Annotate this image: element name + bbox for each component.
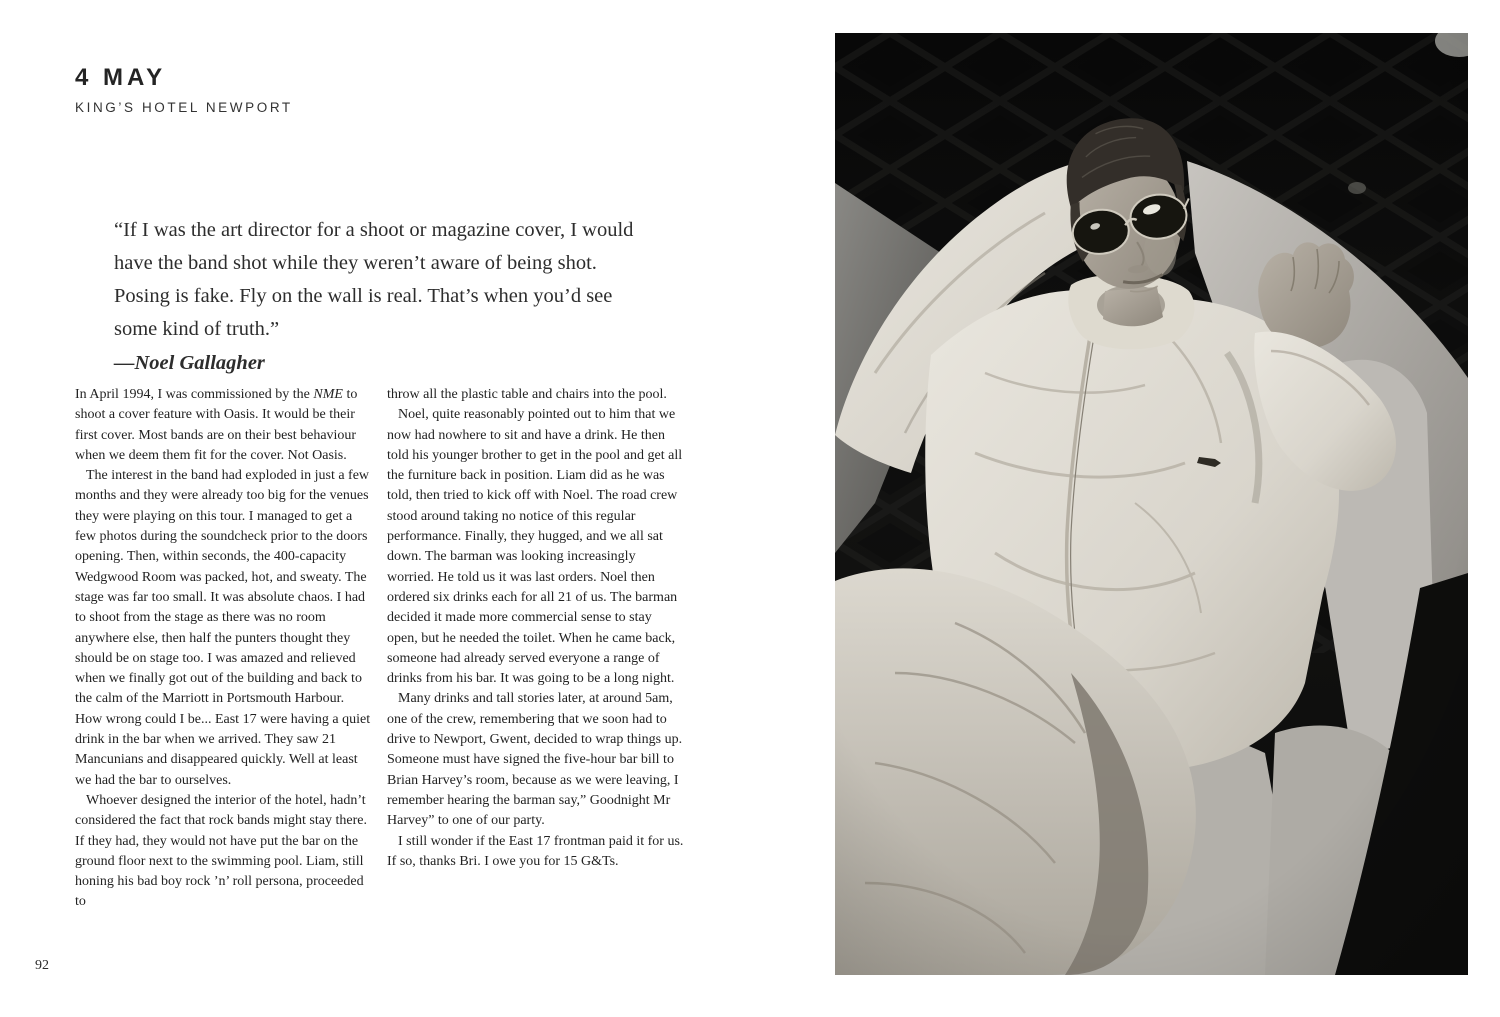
entry-venue: KING’S HOTEL NEWPORT — [75, 100, 293, 115]
body-paragraph: I still wonder if the East 17 frontman paid it for us. If so, thanks Bri. I owe you for 15 G&Ts. — [387, 833, 684, 869]
pull-quote — [114, 214, 642, 375]
body-paragraph: Noel, quite reasonably pointed out to him that we now had nowhere to sit and have a drink. He then told his younger brother to get in the pool and get all the furniture back in position. Liam did as he was told, then tried to kick off with Noel. The road crew stood around taking no notice of this regular performance. Finally, they hugged, and we all sat down. The barman was looking increasingly worried. He told us it was last orders. Noel then ordered six drinks each for all 21 of us. The barman decided it made more commercial sense to stay open, but he needed the toilet. When he came back, someone had already served everyone a range of drinks from his bar. It was going to be a long night. — [387, 407, 683, 687]
entry-header — [75, 66, 293, 115]
article-column-left — [75, 385, 373, 913]
page-number: 92 — [35, 958, 49, 973]
photo-illustration — [835, 33, 1468, 975]
body-paragraph: The interest in the band had exploded in just a few months and they were already too big for the venues they were playing on this tour. I managed to get a few photos during the soundcheck prior to the doors opening. Then, within seconds, the 400-capacity Wedgwood Room was packed, hot, and sweaty. The stage was far too small. It was absolute chaos. I had to shoot from the stage as there was no room anywhere else, then half the punters thought they should be on stage too. I was amazed and relieved when we finally got out of the building and back to the calm of the Marriott in Portsmouth Harbour. How wrong could I be... East 17 were having a quiet drink in the bar when we arrived. They saw 21 Mancunians and disappeared quickly. Well at least we had the bar to ourselves. — [75, 468, 371, 788]
body-paragraph: throw all the plastic table and chairs into the pool. — [387, 387, 667, 402]
body-paragraph: Many drinks and tall stories later, at around 5am, one of the crew, remembering that we soon had to drive to Newport, Gwent, decided to wrap things up. Someone must have signed the five-hour bar bill to Brian Harvey’s room, because as we were leaving, I remember hearing the barman say,” Goodnight Mr Harvey” to one of our party. — [387, 691, 683, 829]
photo-noel-gallagher — [835, 33, 1468, 975]
entry-date: 4 MAY — [75, 64, 167, 91]
body-paragraph: Whoever designed the interior of the hotel, hadn’t considered the fact that rock bands might stay there. If they had, they would not have put the bar on the ground floor next to the swimming pool. Liam, still honing his bad boy rock ’n’ roll persona, proceeded to — [75, 792, 367, 910]
article-body — [75, 385, 685, 913]
article-column-right — [387, 385, 685, 913]
pull-quote-text: “If I was the art director for a shoot or magazine cover, I would have the band shot while they weren’t aware of being shot. Posing is fake. Fly on the wall is real. That’s when you’d see some kind of truth.” — [114, 219, 634, 340]
body-paragraph: In April 1994, I was commissioned by the NME to shoot a cover feature with Oasis. It would be their first cover. Most bands are on their best behaviour when we deem them fit for the cover. Not Oasis. — [75, 387, 358, 463]
pull-quote-attribution: —Noel Gallagher — [114, 352, 265, 374]
